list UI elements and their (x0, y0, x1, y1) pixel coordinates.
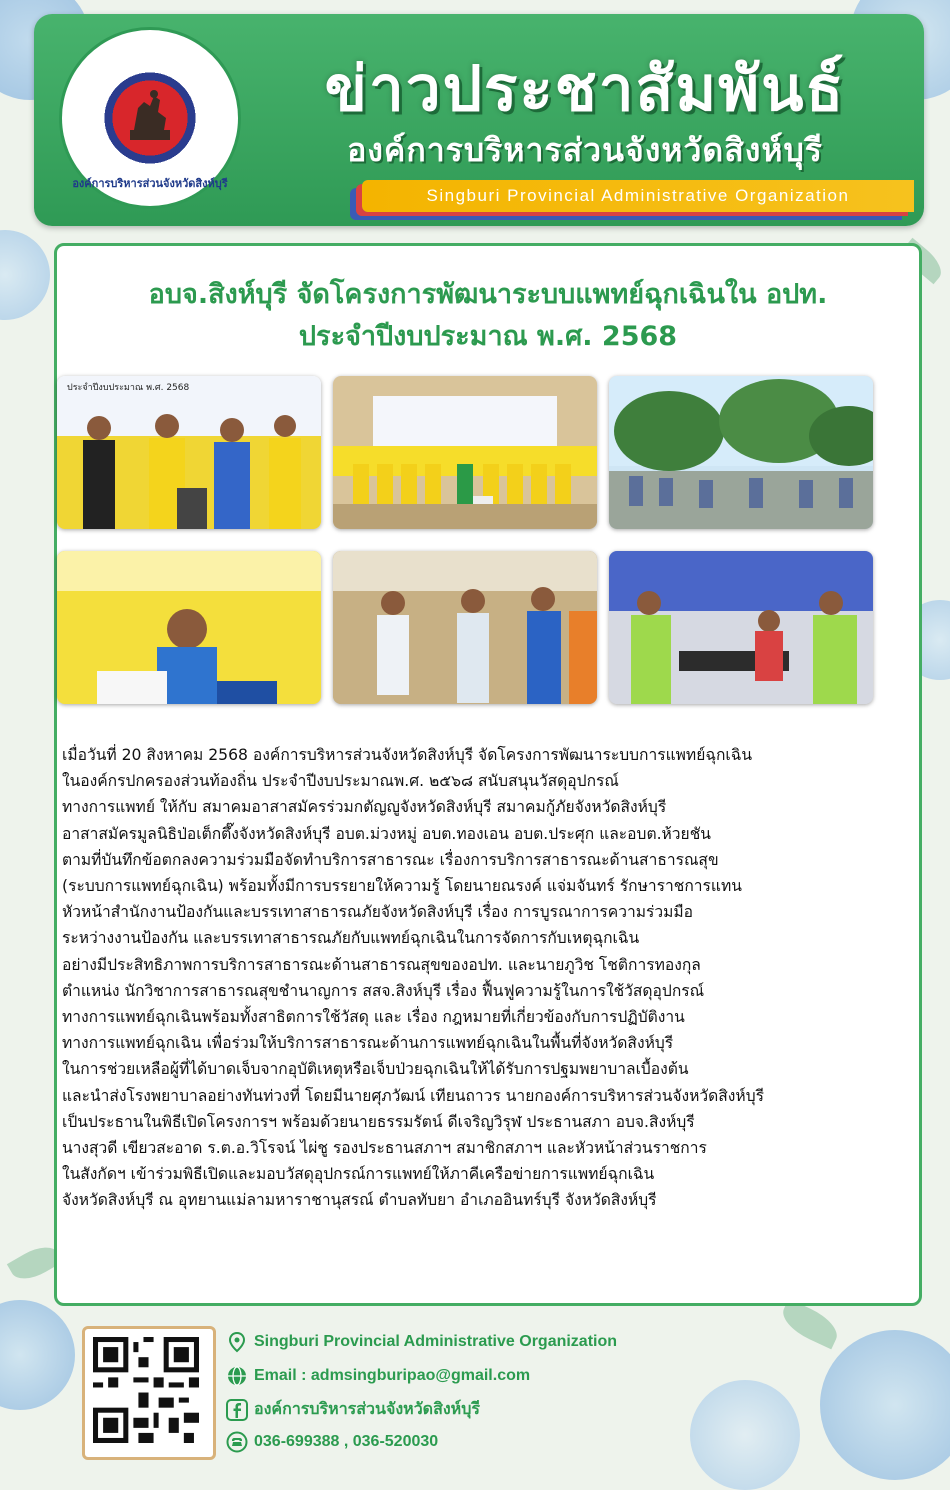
email-text: Email : admsingburipao@gmail.com (254, 1367, 531, 1384)
body-line: (ระบบการแพทย์ฉุกเฉิน) พร้อมทั้งมีการบรรยายให้ความรู้ โดยนายณรงค์ แจ่มจันทร์ รักษาราชการแทน (62, 877, 742, 896)
contact-phone[interactable] (226, 1428, 438, 1456)
location-pin-icon (226, 1331, 248, 1353)
organization-name-english: Singburi Provincial Administrative Organization (362, 180, 914, 212)
headline-line-2: ประจำปีงบประมาณ พ.ศ. 2568 (298, 321, 678, 352)
organization-name: องค์การบริหารส่วนจังหวัดสิงห์บุรี (347, 131, 823, 169)
organization-logo (62, 30, 238, 206)
photo-3-scene (609, 376, 873, 529)
body-line: เมื่อวันที่ 20 สิงหาคม 2568 องค์การบริหารส่วนจังหวัดสิงห์บุรี จัดโครงการพัฒนาระบบการแพทย์ฉุกเฉิน (62, 746, 753, 764)
body-line: ในสังกัดฯ เข้าร่วมพิธีเปิดและมอบวัสดุอุปกรณ์การแพทย์ให้ภาคีเครือข่ายการแพทย์ฉุกเฉิน (62, 1165, 655, 1184)
photo-1-caption: ประจำปีงบประมาณ พ.ศ. 2568 (67, 383, 190, 393)
photo-2-scene (333, 376, 597, 529)
body-line: นางสุวดี เขียวสะอาด ร.ต.อ.วิโรจน์ ไผ่ชู รองประธานสภาฯ สมาชิกสภาฯ และหัวหน้าส่วนราชการ (62, 1139, 707, 1158)
logo-label: องค์การบริหารส่วนจังหวัดสิงห์บุรี (72, 177, 228, 190)
body-line: ตำแหน่ง นักวิชาการสาธารณสุขชำนาญการ สสจ.สิงห์บุรี เรื่อง ฟื้นฟูความรู้ในการใช้วัสดุอุปกรณ์ (62, 981, 705, 1000)
body-line: ทางการแพทย์ฉุกเฉินพร้อมทั้งสาธิตการใช้วัสดุ และ เรื่อง กฎหมายที่เกี่ยวข้องกับการปฏิบัติงาน (62, 1008, 685, 1027)
contact-email[interactable] (226, 1362, 530, 1390)
body-line: และนำส่งโรงพยาบาลอย่างทันท่วงที่ โดยมีนายศุภวัฒน์ เทียนถาวร นายกองค์การบริหารส่วนจังหวัดสิงห์บุรี (62, 1086, 764, 1105)
facebook-icon (226, 1399, 248, 1421)
news-body (62, 742, 922, 1214)
body-line: อาสาสมัครมูลนิธิป่อเต็กตึ๊งจังหวัดสิงห์บุรี อบต.ม่วงหมู่ อบต.ทองเอน อบต.ประศุก และอบต.ห้วยชัน (62, 824, 711, 843)
headline-line-1: อบจ.สิงห์บุรี จัดโครงการพัฒนาระบบแพทย์ฉุกเฉินใน อปท. (148, 279, 828, 310)
page-title: ข่าวประชาสัมพันธ์ (324, 52, 846, 125)
photo-3 (609, 376, 873, 529)
body-line: ทางการแพทย์ ให้กับ สมาคมอาสาสมัครร่วมกตัญญูจังหวัดสิงห์บุรี สมาคมกู้ภัยจังหวัดสิงห์บุรี (62, 798, 667, 817)
photo-4 (57, 551, 321, 704)
phone-text: 036-699388 , 036-520030 (254, 1433, 439, 1450)
photo-6-scene (609, 551, 873, 704)
body-line: จังหวัดสิงห์บุรี ณ อุทยานแม่ลามหาราชานุสรณ์ ตำบลทับยา อำเภออินทร์บุรี จังหวัดสิงห์บุรี (62, 1191, 657, 1210)
body-line: ในการช่วยเหลือผู้ที่ได้บาดเจ็บจากอุบัติเหตุหรือเจ็บป่วยฉุกเฉินให้ได้รับการปฐมพยาบาลเบื้องต้น (62, 1060, 689, 1079)
photo-2 (333, 376, 597, 529)
facebook-text: องค์การบริหารส่วนจังหวัดสิงห์บุรี (254, 1401, 480, 1418)
photo-5 (333, 551, 597, 704)
body-line: ระหว่างงานป้องกัน และบรรเทาสาธารณภัยกับแพทย์ฉุกเฉินในการจัดการกับเหตุฉุกเฉิน (62, 929, 640, 948)
address-text: Singburi Provincial Administrative Organization (254, 1333, 618, 1350)
phone-icon (226, 1431, 248, 1453)
photo-6 (609, 551, 873, 704)
body-line: เป็นประธานในพิธีเปิดโครงการฯ พร้อมด้วยนายธรรมรัตน์ ดีเจริญวิรุฬ ประธานสภา อบจ.สิงห์บุรี (62, 1112, 695, 1131)
body-line: ในองค์กรปกครองส่วนท้องถิ่น ประจำปีงบประมาณพ.ศ. ๒๕๖๘ สนับสนุนวัสดุอุปกรณ์ (62, 772, 619, 791)
body-line: อย่างมีประสิทธิภาพการบริการสาธารณะด้านสาธารณสุขของอปท. และนายภูวิช โชติการทองกุล (62, 955, 701, 974)
contact-facebook[interactable] (226, 1396, 480, 1424)
globe-icon (226, 1365, 248, 1387)
body-line: ตามที่บันทึกข้อตกลงความร่วมมือจัดทำบริการสาธารณะ เรื่องการบริการสาธารณะด้านสาธารณสุข (62, 850, 719, 869)
body-line: หัวหน้าสำนักงานป้องกันและบรรเทาสาธารณภัยจังหวัดสิงห์บุรี เรื่อง การบูรณาการความร่วมมือ (62, 903, 694, 922)
warrior-statue-icon (124, 84, 176, 144)
photo-1-scene (57, 376, 321, 529)
photo-4-scene (57, 551, 321, 704)
news-headline (57, 274, 919, 358)
body-line: ทางการแพทย์ฉุกเฉิน เพื่อร่วมให้บริการสาธารณะด้านการแพทย์ฉุกเฉินในพื้นที่จังหวัดสิงห์บุรี (62, 1034, 674, 1053)
photo-5-scene (333, 551, 597, 704)
photo-1 (57, 376, 321, 529)
qr-code-icon (93, 1337, 199, 1443)
contact-address (226, 1328, 617, 1356)
qr-code[interactable] (82, 1326, 216, 1460)
